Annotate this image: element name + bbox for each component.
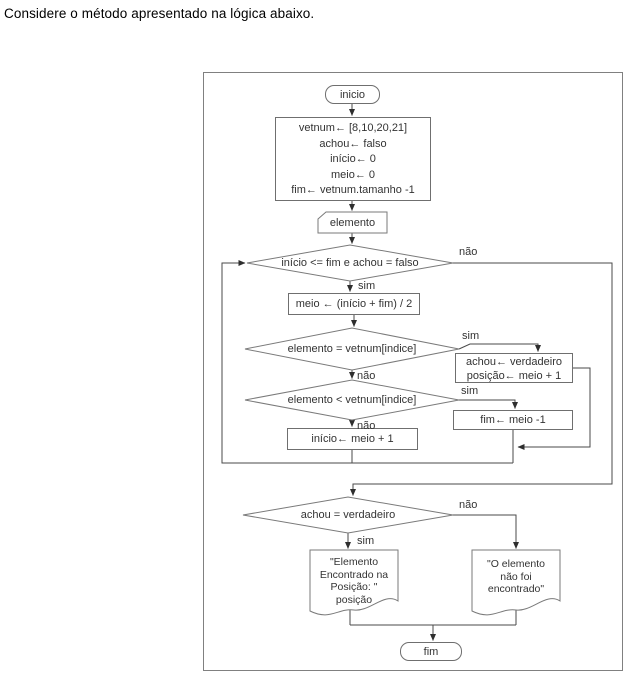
init-line: achou← falso — [319, 137, 387, 150]
question-text: Considere o método apresentado na lógica abaixo. — [4, 6, 315, 21]
found-sim-label: sim — [357, 535, 375, 547]
document-notfound-line: "O elemento — [486, 558, 545, 570]
equal-decision-label: elemento = vetnum[indice] — [287, 343, 417, 355]
found-decision-label: achou = verdadeiro — [300, 509, 396, 521]
end-terminator: fim — [400, 642, 462, 661]
document-found-text — [310, 556, 398, 606]
end-update-process: fim← meio -1 — [453, 410, 573, 430]
document-found-line: Encontrado na — [319, 568, 389, 581]
init-process — [275, 117, 431, 201]
less-decision-label: elemento < vetnum[indice] — [287, 394, 417, 406]
loop-decision-label: início <= fim e achou = falso — [281, 257, 419, 269]
less-sim-label: sim — [461, 385, 479, 397]
edge-equal-sim-to-found-process — [459, 344, 538, 352]
document-found-line: "Elemento — [329, 556, 379, 568]
document-found-line: Posição: " — [330, 581, 378, 593]
loop-sim-label: sim — [358, 280, 376, 292]
edge-less-sim-to-end-update — [459, 400, 515, 409]
init-line: meio← 0 — [330, 168, 376, 181]
init-line: vetnum← [8,10,20,21] — [298, 122, 408, 134]
equal-sim-label: sim — [462, 330, 480, 342]
init-line: início← 0 — [330, 153, 376, 165]
start-terminator: inicio — [325, 85, 380, 104]
less-nao-label: não — [357, 420, 376, 432]
document-notfound-line: encontrado" — [487, 583, 545, 595]
document-found-line: posição — [335, 593, 373, 606]
found-process-line: achou← verdadeiro — [465, 356, 562, 368]
input-card-label: elemento — [329, 216, 376, 229]
init-line: fim← vetnum.tamanho -1 — [291, 184, 415, 196]
document-notfound-line: não foi — [500, 570, 532, 583]
found-nao-label: não — [459, 499, 478, 511]
mid-process: meio ← (início + fim) / 2 — [288, 293, 420, 315]
loop-nao-label: não — [459, 246, 478, 258]
document-notfound-text — [472, 558, 560, 596]
found-process — [455, 353, 573, 383]
found-process-line: posição← meio + 1 — [466, 370, 562, 382]
equal-nao-label: não — [357, 370, 376, 382]
start-update-process: início← meio + 1 — [287, 428, 418, 450]
edge-found-nao-to-doc — [453, 515, 516, 549]
